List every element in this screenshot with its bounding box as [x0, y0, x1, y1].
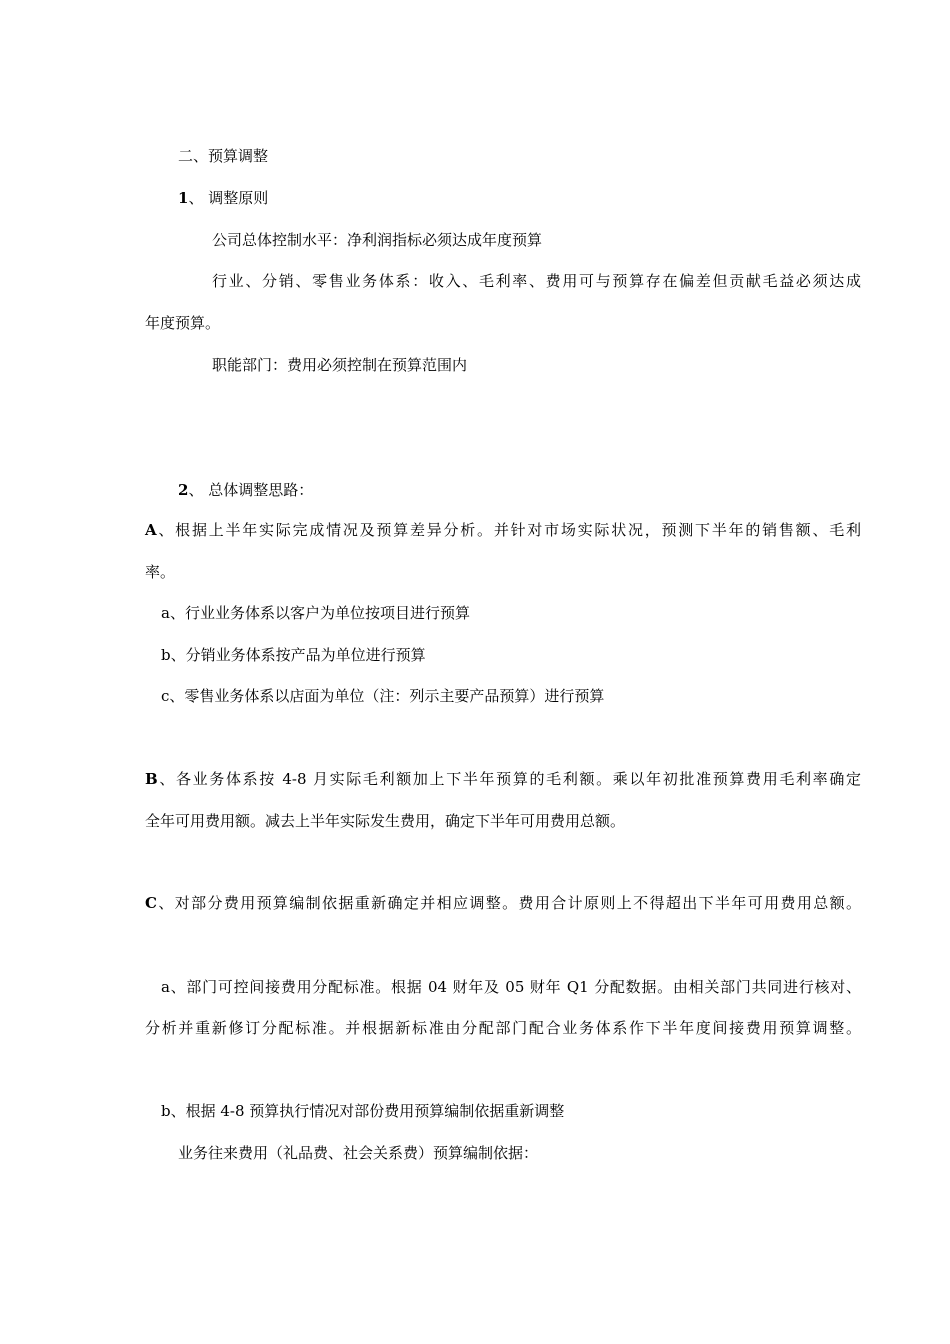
point-a-sub-a: a、行业业务体系以客户为单位按项目进行预算: [161, 604, 470, 622]
point-c-sub-a-line1: a、部门可控间接费用分配标准。根据 04 财年及 05 财年 Q1 分配数据。由相关部门共同进行核对、: [161, 978, 861, 996]
gift-expense-basis: 业务往来费用（礼品费、社会关系费）预算编制依据：: [178, 1144, 539, 1162]
business-line-paragraph-line2: 年度预算。: [145, 314, 221, 332]
point-b-text: 、各业务体系按 4-8 月实际毛利额加上下半年预算的毛利额。乘以年初批准预算费用毛利率确定: [157, 770, 861, 788]
point-b-line2: 全年可用费用额。减去上半年实际发生费用，确定下半年可用费用总额。: [145, 812, 626, 830]
item2-title: 、 总体调整思路：: [188, 481, 314, 499]
functional-dept-paragraph: 职能部门：费用必须控制在预算范围内: [212, 356, 468, 374]
point-b-marker: B: [145, 770, 158, 788]
point-a-sub-c: c、零售业务体系以店面为单位（注：列示主要产品预算）进行预算: [161, 687, 605, 705]
point-c-line1: [145, 893, 861, 913]
point-a-line1: [145, 520, 861, 540]
item2-heading: [178, 480, 313, 500]
point-c-text: 、对部分费用预算编制依据重新确定并相应调整。费用合计原则上不得超出下半年可用费用总额。: [156, 894, 861, 912]
item1-number: 1: [178, 189, 189, 207]
point-a-text: 、根据上半年实际完成情况及预算差异分析。并针对市场实际状况，预测下半年的销售额、毛利: [156, 521, 861, 539]
point-a-marker: A: [145, 521, 157, 539]
point-b-line1: [145, 769, 861, 789]
item2-number: 2: [178, 481, 189, 499]
business-line-paragraph-line1: 行业、分销、零售业务体系：收入、毛利率、费用可与预算存在偏差但贡献毛益必须达成: [212, 272, 861, 290]
item1-heading: [178, 188, 268, 208]
section-heading: 二、预算调整: [178, 147, 269, 165]
company-control-paragraph: 公司总体控制水平：净利润指标必须达成年度预算: [212, 231, 543, 249]
point-a-sub-b: b、分销业务体系按产品为单位进行预算: [161, 646, 426, 664]
point-c-marker: C: [145, 894, 157, 912]
point-a-line2: 率。: [145, 563, 176, 581]
point-c-sub-a-line2: 分析并重新修订分配标准。并根据新标准由分配部门配合业务体系作下半年度间接费用预算调整。: [145, 1019, 861, 1037]
point-c-sub-b: b、根据 4-8 预算执行情况对部份费用预算编制依据重新调整: [161, 1102, 565, 1120]
item1-title: 、 调整原则: [188, 189, 269, 207]
